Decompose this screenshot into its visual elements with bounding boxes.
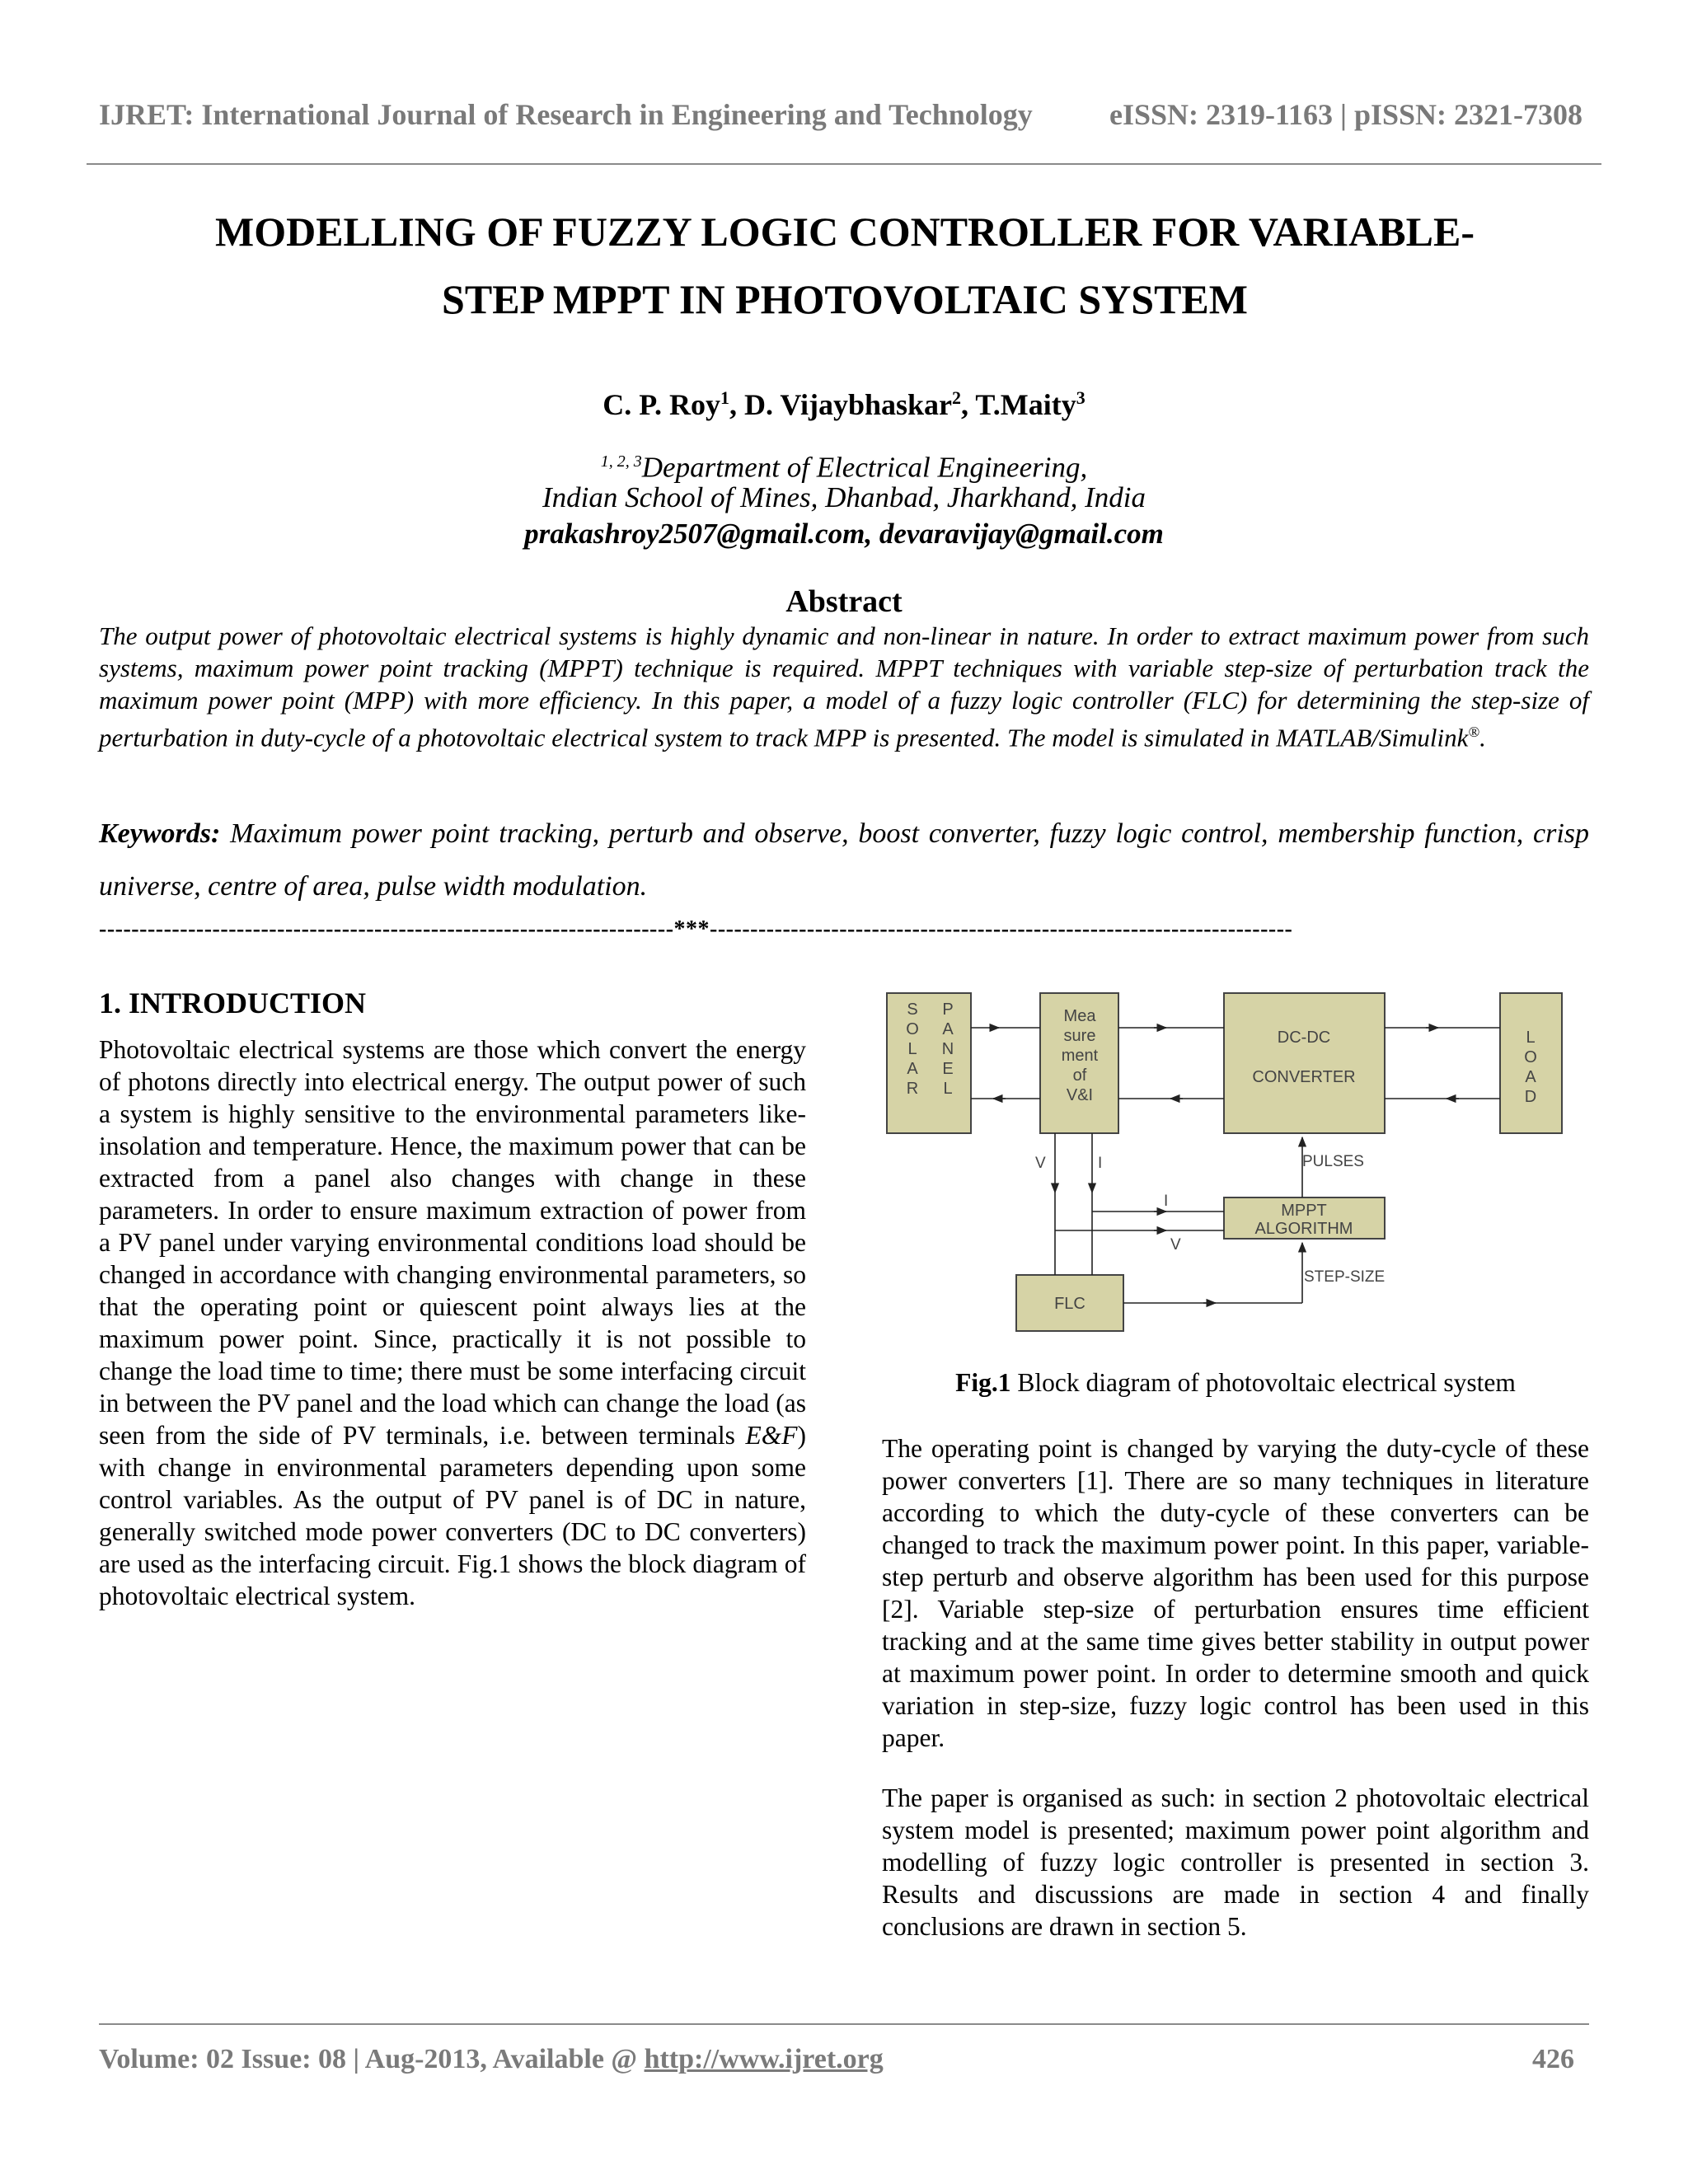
terminals-label: E&F [745,1421,798,1450]
author-2-sup: 2 [952,387,962,408]
solar-letter: O [906,1020,919,1038]
solar-letter: L [907,1040,917,1058]
figure-caption [882,1368,1589,1398]
keywords [99,808,1589,913]
title-line-2: STEP MPPT IN PHOTOVOLTAIC SYSTEM [442,276,1248,322]
author-2: D. Vijaybhaskar [743,388,953,421]
author-sep: , [729,388,744,421]
author-sep: , [961,388,976,421]
caption-label: Fig.1 [955,1368,1011,1397]
intro-text-b: ) with change in environmental parameters depending upon some control variables. As the output of PV panel is of DC in nature, generally switched mode power converters (DC to DC converters) are used as the interfacing circuit. Fig.1 shows the block diagram of photovoltaic electrical system. [99,1421,806,1610]
panel-letter: A [942,1020,954,1038]
author-3-sup: 3 [1076,387,1085,408]
abstract-end: . [1479,723,1486,752]
page-number: 426 [1532,2044,1574,2074]
journal-link[interactable]: http://www.ijret.org [644,2044,884,2074]
panel-letter: P [942,1001,954,1019]
journal-name: IJRET: International Journal of Research in Engineering and Technology [99,98,1033,131]
intro-paragraph [99,1033,806,1612]
issn: eISSN: 2319-1163 | pISSN: 2321-7308 [1109,98,1582,131]
authors [0,387,1688,422]
panel-letter: N [941,1040,954,1058]
load-letter: A [1525,1068,1536,1086]
measure-label: V&I [1066,1086,1094,1104]
keywords-text: Maximum power point tracking, perturb and observe, boost converter, fuzzy logic control, membership function, crisp universe, centre of area, pulse width modulation. [99,818,1589,902]
load-letter: O [1524,1048,1537,1066]
registered-mark: ® [1468,724,1480,740]
right-paragraph-2: The paper is organised as such: in section 2 photovoltaic electrical system model is presented; maximum power point algorithm and modelling of fuzzy logic controller is presented in section 3. Results and discussions are made in section 4 and finally conclusions are drawn in section 5. [882,1783,1589,1941]
footer [99,2044,1574,2075]
section-separator: -----------------------------------------------------------------------***------------------------------------------------------------------------ [99,916,1293,942]
solar-letter: S [907,1001,918,1019]
affiliation-inst: Indian School of Mines, Dhanbad, Jharkhand, India [542,481,1146,513]
footer-volume: Volume: 02 Issue: 08 | Aug-2013, Available @ [99,2044,645,2074]
v-label: V [1035,1155,1046,1172]
solar-panel-box [887,993,971,1133]
author-3: T.Maity [975,388,1076,421]
measure-label: ment [1061,1047,1099,1065]
dcdc-label: DC-DC [1277,1029,1331,1047]
measure-label: Mea [1063,1007,1096,1025]
measure-label: sure [1063,1027,1096,1045]
block-diagram [882,985,1589,1347]
panel-letter: E [942,1060,954,1078]
solar-letter: R [906,1080,919,1098]
load-letter: L [1526,1029,1536,1047]
flc-label: FLC [1054,1295,1085,1313]
keywords-label: Keywords: [99,818,221,849]
header-rule [87,163,1601,165]
load-letter: D [1524,1088,1537,1106]
panel-letter: L [943,1080,953,1098]
running-header [99,97,1591,132]
author-1-sup: 1 [720,387,729,408]
intro-text-a: Photovoltaic electrical systems are those which convert the energy of photons directly into electrical energy. The output power of such a system is highly sensitive to the environmental parameters like- insolation and temperature. Hence, the maximum power that can be extracted from a panel also changes with change in these parameters. In order to ensure maximum extraction of power from a PV panel under varying environmental conditions load should be changed in accordance with changing environmental parameters, so that the operating point or quiescent point always lies at the maximum power point. Since, practically it is not possible to change the load time to time; there must be some interfacing circuit in between the PV panel and the load which can change the load (as seen from the side of PV terminals, i.e. between terminals [99,1035,806,1450]
step-size-label: STEP-SIZE [1304,1268,1386,1286]
pulses-label: PULSES [1302,1153,1364,1170]
abstract-text [99,620,1589,753]
footer-rule [99,2023,1589,2025]
department: Department of Electrical Engineering, [641,451,1088,484]
paper-title [82,198,1607,333]
dc-dc-converter-box [1224,993,1385,1133]
algorithm-label: ALGORITHM [1254,1220,1353,1238]
measure-label: of [1072,1066,1087,1085]
affiliation-sup: 1, 2, 3 [600,452,642,471]
title-line-1: MODELLING OF FUZZY LOGIC CONTROLLER FOR VARIABLE- [215,209,1475,255]
abstract-body: The output power of photovoltaic electrical systems is highly dynamic and non-linear in nature. In order to extract maximum power from such systems, maximum power point tracking (MPPT) technique is required. MPPT techniques with variable step-size of perturbation track the maximum power point (MPP) with more efficiency. In this paper, a model of a fuzzy logic controller (FLC) for determining the step-size of perturbation in duty-cycle of a photovoltaic electrical system to track MPP is presented. The model is simulated in MATLAB/Simulink [99,621,1589,752]
i-label: I [1098,1155,1103,1172]
converter-label: CONVERTER [1252,1068,1356,1086]
abstract-heading: Abstract [785,584,903,619]
caption-text: Block diagram of photovoltaic electrical system [1010,1368,1516,1397]
emails: prakashroy2507@gmail.com, devaravijay@gmail.com [524,518,1164,550]
v-label-mppt: V [1170,1236,1181,1254]
author-1: C. P. Roy [603,388,720,421]
mppt-label: MPPT [1281,1202,1327,1220]
section-heading-introduction: 1. INTRODUCTION [99,987,367,1019]
i-label-mppt: I [1164,1193,1169,1210]
solar-letter: A [907,1060,918,1078]
right-paragraph-1: The operating point is changed by varying the duty-cycle of these power converters [1]. There are so many techniques in literature according to which the duty-cycle of these converters can be changed to track the maximum power point. In this paper, variable-step perturb and observe algorithm has been used for this purpose [2]. Variable step-size of perturbation ensures time efficient tracking and at the same time gives better stability in output power at maximum power point. In order to determine smooth and quick variation in step-size, fuzzy logic control has been used in this paper. [882,1434,1589,1752]
